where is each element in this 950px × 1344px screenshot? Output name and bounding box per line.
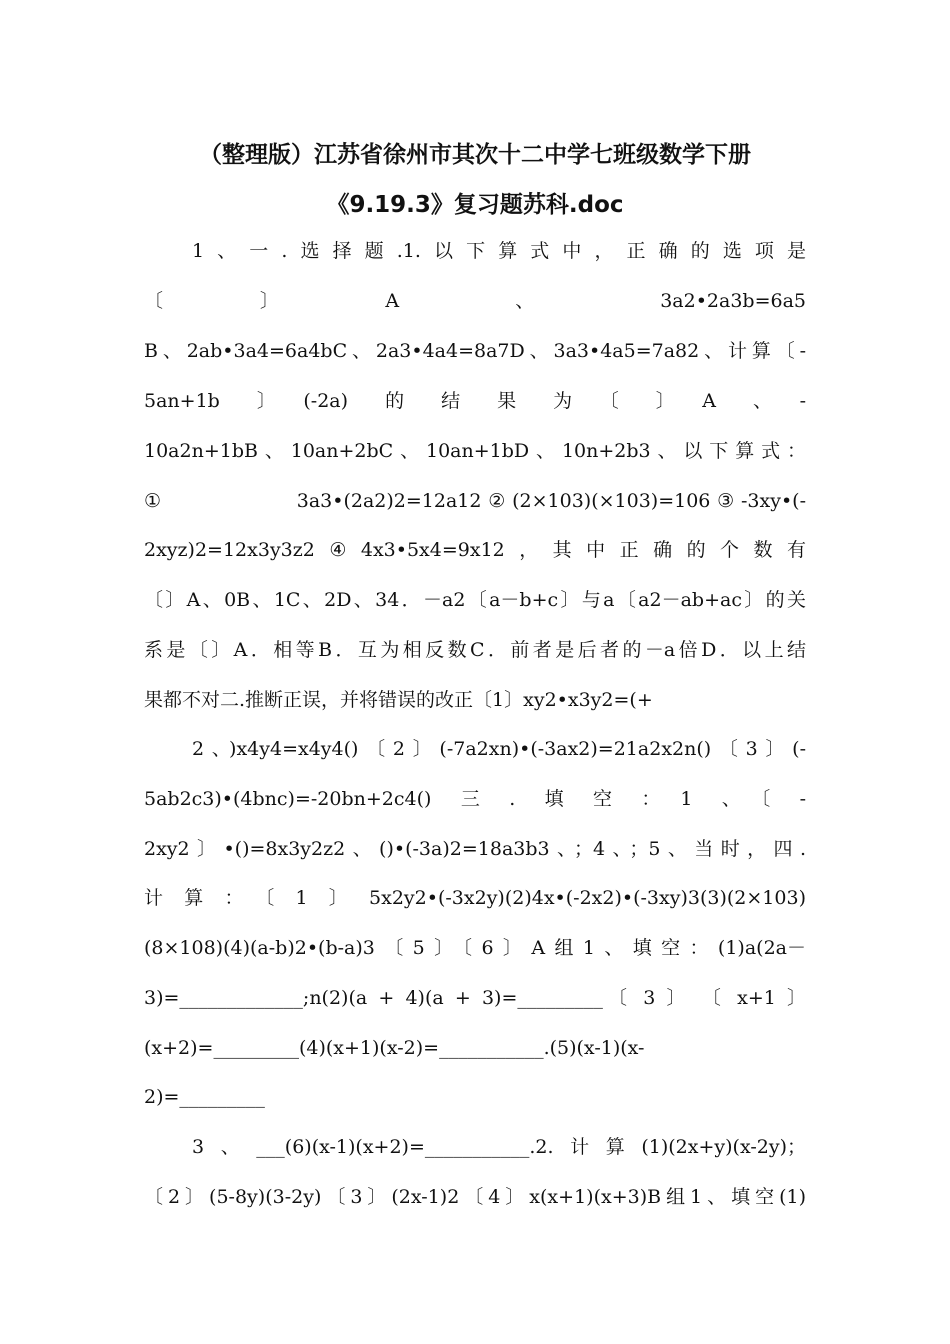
body-line: 果都不对二.推断正误，并将错误的改正〔1〕xy2•x3y2=(+ (144, 689, 653, 711)
body-line: 系是〔〕A．相等B．互为相反数C．前者是后者的－a倍D．以上结 (144, 639, 806, 661)
body-line: 2xy2〕•()=8x3y2z2、()•(-3a)2=18a3b3、；4、；5、当时，四. (144, 838, 806, 860)
body-line: 2xyz)2=12x3y3z2④4x3•5x4=9x12，其中正确的个数有 (144, 539, 806, 561)
body-line: (8×108)(4)(a-b)2•(b-a)3〔5〕〔6〕A组1、填空：(1)a(2a－ (144, 937, 806, 959)
body-line: 5ab2c3)•(4bnc)=-20bn+2c4() 三 . 填 空 ： 1 、 〔 - (144, 788, 806, 810)
body-line: B、2ab•3a4=6a4bC、2a3•4a4=8a7D、3a3•4a5=7a82、计算〔- (144, 340, 806, 362)
body-line: 〔〕A、0B、1C、2D、34．－a2〔a－b+c〕与a〔a2－ab+ac〕的关 (144, 589, 806, 611)
body-line: 3)=_____________;n(2)(a + 4)(a + 3)=_________〔 3 〕 〔 x+1 〕 (144, 987, 806, 1009)
document-title-line-1: （整理版）江苏省徐州市其次十二中学七班级数学下册 (199, 142, 751, 168)
body-line: 2、)x4y4=x4y4()〔2〕(-7a2xn)•(-3ax2)=21a2x2n()〔3〕(- (192, 738, 806, 760)
body-line: 2)=_________ (144, 1086, 265, 1108)
body-line: (x+2)=_________(4)(x+1)(x-2)=___________.(5)(x-1)(x- (144, 1037, 645, 1059)
body-line: 5an+1b 〕 (-2a) 的 结 果 为 〔 〕 A 、 - (144, 390, 806, 412)
body-line: 〔 〕 A 、 3a2•2a3b=6a5 (144, 290, 806, 312)
body-line: 3、___(6)(x-1)(x+2)=___________.2.计算(1)(2x+y)(x-2y)； (192, 1136, 806, 1158)
body-line: 1、一.选择题.1.以下算式中，正确的选项是 (192, 240, 806, 262)
body-line: ① 3a3•(2a2)2=12a12②(2×103)(×103)=106③-3xy•(- (144, 490, 806, 512)
document-title-line-2: 《9.19.3》复习题苏科.doc (326, 192, 624, 218)
body-line: 10a2n+1bB、10an+2bC、10an+1bD、10n+2b3、以下算式： (144, 440, 806, 462)
body-line: 〔2〕(5-8y)(3-2y)〔3〕(2x-1)2〔4〕x(x+1)(x+3)B组1、填空(1) (144, 1186, 806, 1208)
body-line: 计算：〔1〕5x2y2•(-3x2y)(2)4x•(-2x2)•(-3xy)3(3)(2×103) (144, 887, 806, 909)
